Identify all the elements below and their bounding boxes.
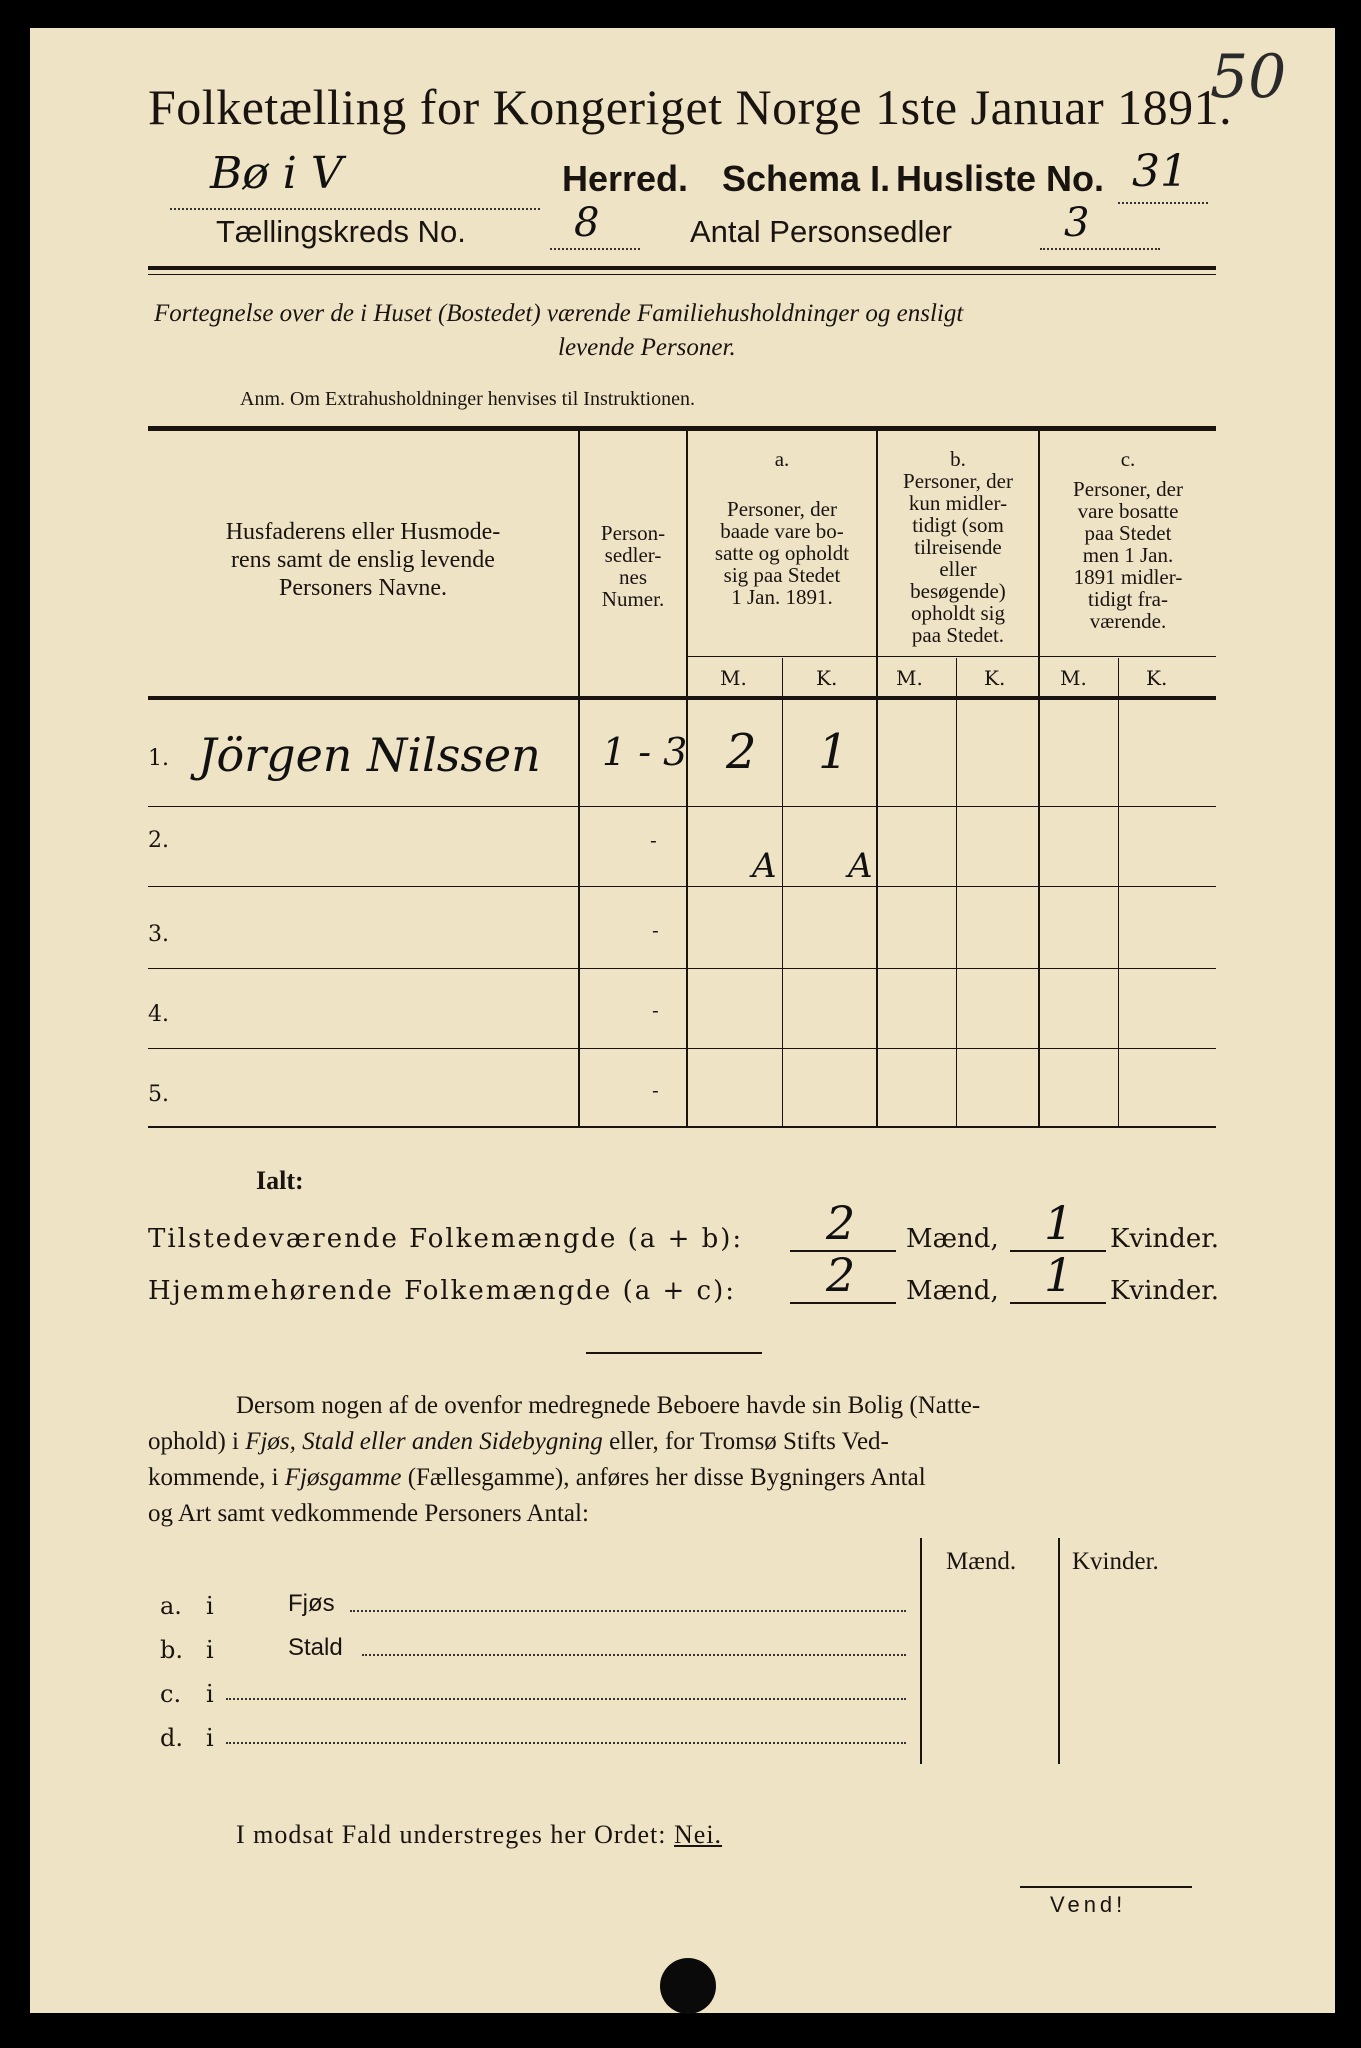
row-name: Jörgen Nilssen	[198, 728, 541, 782]
header-rule	[148, 266, 1216, 270]
para-text: ophold) i	[148, 1428, 246, 1455]
col-a-header	[688, 448, 876, 608]
herred-field	[170, 148, 540, 210]
buildings-para-line-3	[148, 1464, 926, 1492]
header-rule-thin	[148, 274, 1216, 275]
col-c-line: Personer, der	[1073, 477, 1183, 501]
col-num-line: sedler-	[604, 543, 662, 567]
row-a-k: 1	[818, 724, 849, 780]
col-a-line: Personer, der	[727, 497, 837, 521]
hjemme-kvinder-word: Kvinder.	[1110, 1276, 1220, 1306]
subcol-a	[782, 658, 783, 1126]
tilstede-maend-value: 2	[826, 1196, 856, 1250]
hjemme-maend-field	[790, 1248, 896, 1304]
husliste-value: 31	[1132, 146, 1188, 197]
col-num-line: nes	[619, 565, 647, 589]
col-names-line: Husfaderens eller Husmode-	[225, 519, 501, 545]
schema-label: Schema I.	[722, 158, 891, 199]
row-number: 5.	[148, 1082, 169, 1107]
buildings-maend-head: Mænd.	[946, 1548, 1017, 1575]
page-number-handwritten: 50	[1210, 42, 1287, 112]
col-num-line: Numer.	[601, 587, 665, 611]
col-a-letter: a.	[774, 447, 790, 471]
vend-rule	[1020, 1886, 1192, 1888]
modsat-text	[236, 1820, 722, 1850]
tilstede-kvinder-field	[1010, 1196, 1106, 1252]
para-text: (Fællesgamme), anføres her disse Bygningers Antal	[401, 1464, 926, 1491]
building-i: i	[206, 1680, 214, 1708]
c-k-label: K.	[1146, 666, 1168, 690]
row-rule	[148, 806, 1216, 807]
ink-blot	[660, 1958, 716, 2014]
nei-word: Nei.	[674, 1820, 723, 1849]
mk-top-rule	[688, 656, 1216, 657]
row-rule	[148, 1048, 1216, 1049]
row-sedler: -	[652, 998, 659, 1022]
row-a-m: A	[752, 846, 777, 886]
col-b-letter: b.	[950, 447, 966, 471]
hjemme-maend-value: 2	[826, 1248, 856, 1302]
taellingskreds-value: 8	[574, 200, 600, 246]
herred-value: Bø i V	[210, 148, 343, 199]
table-top-rule	[148, 426, 1216, 431]
col-c-line: 1891 midler-	[1073, 565, 1183, 589]
col-b-header	[878, 448, 1038, 646]
para-text: kommende, i	[148, 1464, 285, 1491]
header-bottom-rule	[148, 696, 1216, 700]
para-text-italic: Fjøs, Stald eller anden Sidebygning	[245, 1428, 603, 1455]
row-sedler: -	[652, 1078, 659, 1102]
tilstede-label: Tilstedeværende Folkemængde (a + b):	[148, 1224, 744, 1254]
col-a-line: sig paa Stedet	[723, 563, 841, 587]
antal-field	[1040, 200, 1160, 250]
husliste-field	[1118, 146, 1208, 204]
col-b-line: Personer, der	[903, 469, 1013, 493]
row-sedler: 1 - 3	[602, 730, 688, 774]
intro-line-2: levende Personer.	[558, 334, 736, 361]
col-names-line: Personers Navne.	[279, 575, 447, 601]
col-c-line: værende.	[1089, 609, 1167, 633]
vend-label: Vend!	[1050, 1892, 1127, 1917]
hjemme-kvinder-value: 1	[1044, 1248, 1074, 1302]
antal-value: 3	[1064, 200, 1090, 246]
col-num-line: Person-	[600, 521, 666, 545]
subcol-b	[956, 658, 957, 1126]
herred-label: Herred.	[562, 158, 689, 199]
row-a-k: A	[848, 846, 873, 886]
form-title: Folketælling for Kongeriget Norge 1ste Januar 1891.	[148, 79, 1233, 135]
buildings-divider-2	[1058, 1538, 1060, 1764]
col-b-line: kun midler-	[908, 491, 1008, 515]
row-rule	[148, 968, 1216, 969]
building-label: Stald	[288, 1634, 343, 1661]
hjemme-kvinder-field	[1010, 1248, 1106, 1304]
building-i: i	[206, 1636, 214, 1664]
building-dots	[350, 1610, 906, 1612]
col-c-line: tidigt fra-	[1088, 587, 1168, 611]
building-letter: d.	[160, 1724, 183, 1752]
building-i: i	[206, 1592, 214, 1620]
col-a-line: satte og opholdt	[714, 541, 850, 565]
col-c-line: vare bosatte	[1077, 499, 1179, 523]
b-k-label: K.	[984, 666, 1006, 690]
row-number: 4.	[148, 1002, 169, 1027]
building-dots	[362, 1654, 906, 1656]
col-b-line: tidigt (som	[912, 513, 1004, 537]
taellingskreds-field	[550, 200, 640, 250]
col-b-line: eller	[939, 557, 977, 581]
para-text: eller, for Tromsø Stifts Ved-	[602, 1428, 889, 1455]
a-k-label: K.	[816, 666, 838, 690]
building-letter: b.	[160, 1636, 183, 1664]
antal-label: Antal Personsedler	[690, 214, 952, 249]
row-sedler: -	[652, 918, 659, 942]
taellingskreds-label: Tællingskreds No.	[216, 214, 466, 249]
intro-line-1: Fortegnelse over de i Huset (Bostedet) værende Familiehusholdninger og ensligt	[154, 300, 964, 327]
section-divider	[586, 1352, 762, 1354]
buildings-para-line-4: og Art samt vedkommende Personers Antal:	[148, 1500, 589, 1527]
col-b-line: opholdt sig	[911, 601, 1005, 625]
modsat-label: I modsat Fald understreges her Ordet:	[236, 1820, 667, 1849]
col-c-line: men 1 Jan.	[1082, 543, 1174, 567]
buildings-divider-1	[920, 1538, 922, 1764]
para-text-italic: Fjøsgamme	[284, 1464, 402, 1491]
col-c-header	[1040, 448, 1216, 632]
row-number: 2.	[148, 828, 169, 853]
tilstede-kvinder-value: 1	[1044, 1196, 1074, 1250]
buildings-para-line-1: Dersom nogen af de ovenfor medregnede Beboere havde sin Bolig (Natte-	[236, 1392, 981, 1419]
buildings-kvinder-head: Kvinder.	[1072, 1548, 1159, 1575]
col-a-line: 1 Jan. 1891.	[731, 585, 833, 609]
husliste-label: Husliste No.	[896, 158, 1105, 199]
col-b-line: tilreisende	[914, 535, 1002, 559]
col-b-line: besøgende)	[910, 579, 1006, 603]
row-number: 3.	[148, 922, 169, 947]
b-m-label: M.	[896, 666, 923, 690]
row-number: 1.	[148, 746, 169, 771]
a-m-label: M.	[720, 666, 747, 690]
building-i: i	[206, 1724, 214, 1752]
tilstede-maend-word: Mænd,	[906, 1224, 999, 1254]
hjemme-label: Hjemmehørende Folkemængde (a + c):	[148, 1276, 736, 1306]
building-label: Fjøs	[288, 1590, 335, 1617]
col-a-line: baade vare bo-	[720, 519, 844, 543]
building-letter: c.	[160, 1680, 182, 1708]
building-dots	[226, 1742, 906, 1744]
col-names-line: rens samt de enslig levende	[231, 547, 495, 573]
table-bottom-rule	[148, 1126, 1216, 1128]
row-rule	[148, 886, 1216, 887]
row-sedler: -	[650, 828, 657, 852]
col-names-header	[148, 518, 578, 602]
ialt-label: Ialt:	[256, 1166, 304, 1195]
anm-note: Anm. Om Extrahusholdninger henvises til Instruktionen.	[240, 388, 695, 410]
col-num-header	[580, 522, 686, 610]
buildings-para-line-2	[148, 1428, 889, 1456]
tilstede-kvinder-word: Kvinder.	[1110, 1224, 1220, 1254]
tilstede-maend-field	[790, 1196, 896, 1252]
col-c-line: paa Stedet	[1084, 521, 1172, 545]
building-dots	[226, 1698, 906, 1700]
row-a-m: 2	[726, 724, 757, 780]
subcol-c	[1118, 658, 1119, 1126]
col-c-letter: c.	[1120, 447, 1136, 471]
census-form-page	[30, 28, 1335, 2013]
c-m-label: M.	[1060, 666, 1087, 690]
building-letter: a.	[160, 1592, 182, 1620]
col-b-line: paa Stedet.	[911, 623, 1005, 647]
hjemme-maend-word: Mænd,	[906, 1276, 999, 1306]
